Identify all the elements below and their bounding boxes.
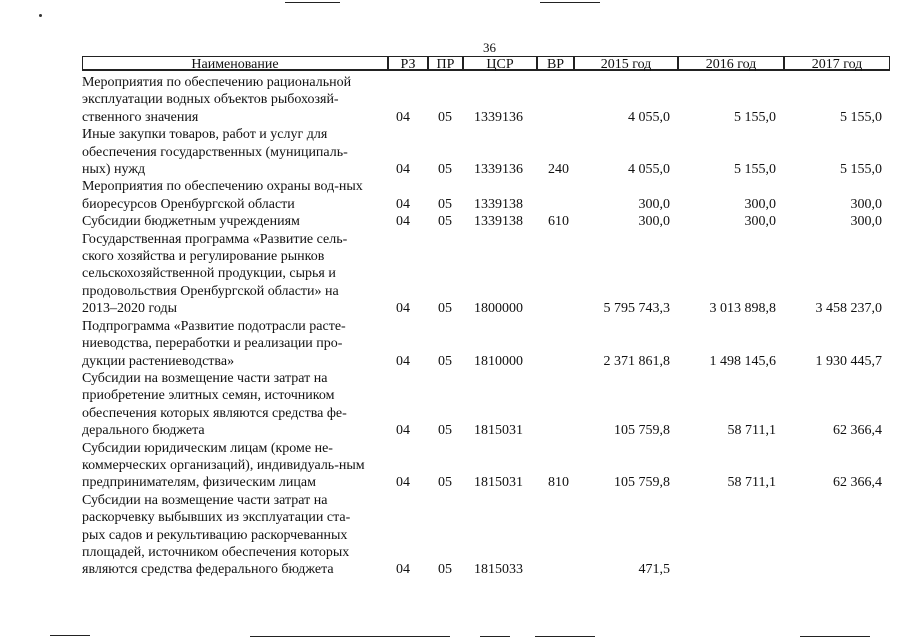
cell-y2016: 300,0	[744, 196, 776, 212]
header-csr: ЦСР	[463, 56, 537, 71]
page-number: 36	[483, 40, 496, 55]
cell-y2017: 5 155,0	[840, 162, 882, 178]
scan-line	[50, 635, 90, 636]
row-name: Субсидии юридическим лицам (кроме не-коммерческих организаций), индивидуаль-ным предпринимателям, физическим лицам	[82, 440, 365, 491]
cell-y2015: 471,5	[638, 562, 670, 578]
header-vr: ВР	[537, 56, 574, 71]
table-row	[82, 318, 892, 370]
row-name: Субсидии на возмещение части затрат на приобретение элитных семян, источником обеспечения которых являются средства фе-дерального бюджета	[82, 370, 347, 439]
cell-pr: 05	[438, 196, 452, 212]
table-row	[82, 231, 892, 318]
cell-y2016: 58 711,1	[727, 423, 776, 439]
row-name: Государственная программа «Развитие сель-ского хозяйства и регулирование рынков сельскохозяйственной продукции, сырья и продовольствия Оренбургской области» на 2013–2020 годы	[82, 231, 348, 317]
scan-line	[540, 2, 600, 3]
cell-csr: 1815031	[474, 423, 523, 439]
cell-y2015: 300,0	[638, 196, 670, 212]
table-header	[82, 56, 892, 74]
cell-y2015: 105 759,8	[614, 475, 670, 491]
cell-rz: 04	[396, 214, 410, 230]
table-body	[82, 74, 892, 579]
cell-y2016: 5 155,0	[734, 162, 776, 178]
scan-line	[800, 636, 870, 637]
cell-csr: 1810000	[474, 353, 523, 369]
cell-csr: 1339138	[474, 196, 523, 212]
cell-pr: 05	[438, 475, 452, 491]
scan-line	[250, 636, 450, 637]
cell-rz: 04	[396, 423, 410, 439]
table-row	[82, 492, 892, 579]
cell-csr: 1815033	[474, 562, 523, 578]
table-row	[82, 370, 892, 440]
cell-y2015: 2 371 861,8	[603, 353, 670, 369]
cell-csr: 1339136	[474, 162, 523, 178]
table-row	[82, 440, 892, 492]
row-name: Мероприятия по обеспечению охраны вод-ных биоресурсов Оренбургской области	[82, 179, 363, 212]
scan-dot	[39, 14, 42, 17]
cell-pr: 05	[438, 109, 452, 125]
header-2016: 2016 год	[678, 56, 784, 71]
cell-rz: 04	[396, 301, 410, 317]
cell-y2015: 5 795 743,3	[603, 301, 670, 317]
row-name: Мероприятия по обеспечению рациональной эксплуатации водных объектов рыбохозяй-ственного значения	[82, 75, 352, 125]
cell-y2015: 300,0	[638, 214, 670, 230]
cell-y2016: 1 498 145,6	[709, 353, 776, 369]
cell-y2015: 4 055,0	[628, 162, 670, 178]
cell-pr: 05	[438, 214, 452, 230]
row-name: Субсидии бюджетным учреждениям	[82, 214, 300, 230]
row-name: Подпрограмма «Развитие подотрасли расте-ниеводства, переработки и реализации про-дукции растениеводства»	[82, 318, 346, 369]
cell-pr: 05	[438, 301, 452, 317]
header-rz: РЗ	[388, 56, 428, 71]
cell-csr: 1815031	[474, 475, 523, 491]
cell-vr: 810	[548, 475, 569, 491]
cell-rz: 04	[396, 196, 410, 212]
header-name: Наименование	[82, 56, 388, 71]
cell-y2017: 62 366,4	[833, 423, 882, 439]
row-name: Субсидии на возмещение части затрат на раскорчевку выбывших из эксплуатации ста-рых садов и рекультивацию раскорчеванных площадей, источником обеспечения которых являются средства федерального бюджета	[82, 492, 351, 578]
cell-vr: 240	[548, 162, 569, 178]
cell-y2016: 300,0	[744, 214, 776, 230]
cell-pr: 05	[438, 423, 452, 439]
table-row	[82, 178, 892, 213]
cell-pr: 05	[438, 562, 452, 578]
cell-rz: 04	[396, 475, 410, 491]
cell-rz: 04	[396, 162, 410, 178]
cell-y2017: 300,0	[850, 214, 882, 230]
cell-y2016: 3 013 898,8	[709, 301, 776, 317]
cell-vr: 610	[548, 214, 569, 230]
cell-rz: 04	[396, 562, 410, 578]
table-row	[82, 213, 892, 230]
row-name: Иные закупки товаров, работ и услуг для обеспечения государственных (муниципаль-ных) нужд	[82, 127, 348, 178]
scan-line	[535, 636, 595, 637]
cell-csr: 1339136	[474, 109, 523, 125]
header-2017: 2017 год	[784, 56, 890, 71]
cell-y2017: 3 458 237,0	[815, 301, 882, 317]
cell-rz: 04	[396, 353, 410, 369]
cell-y2017: 5 155,0	[840, 109, 882, 125]
header-pr: ПР	[428, 56, 463, 71]
cell-csr: 1800000	[474, 301, 523, 317]
budget-table	[82, 56, 892, 579]
table-row	[82, 126, 892, 178]
cell-y2016: 58 711,1	[727, 475, 776, 491]
scan-line	[480, 636, 510, 637]
cell-y2017: 300,0	[850, 196, 882, 212]
header-2015: 2015 год	[574, 56, 678, 71]
cell-y2017: 1 930 445,7	[815, 353, 882, 369]
cell-pr: 05	[438, 353, 452, 369]
cell-y2017: 62 366,4	[833, 475, 882, 491]
cell-y2015: 105 759,8	[614, 423, 670, 439]
cell-csr: 1339138	[474, 214, 523, 230]
table-row	[82, 74, 892, 126]
cell-y2015: 4 055,0	[628, 109, 670, 125]
scan-line	[285, 2, 340, 3]
cell-pr: 05	[438, 162, 452, 178]
cell-y2016: 5 155,0	[734, 109, 776, 125]
cell-rz: 04	[396, 109, 410, 125]
